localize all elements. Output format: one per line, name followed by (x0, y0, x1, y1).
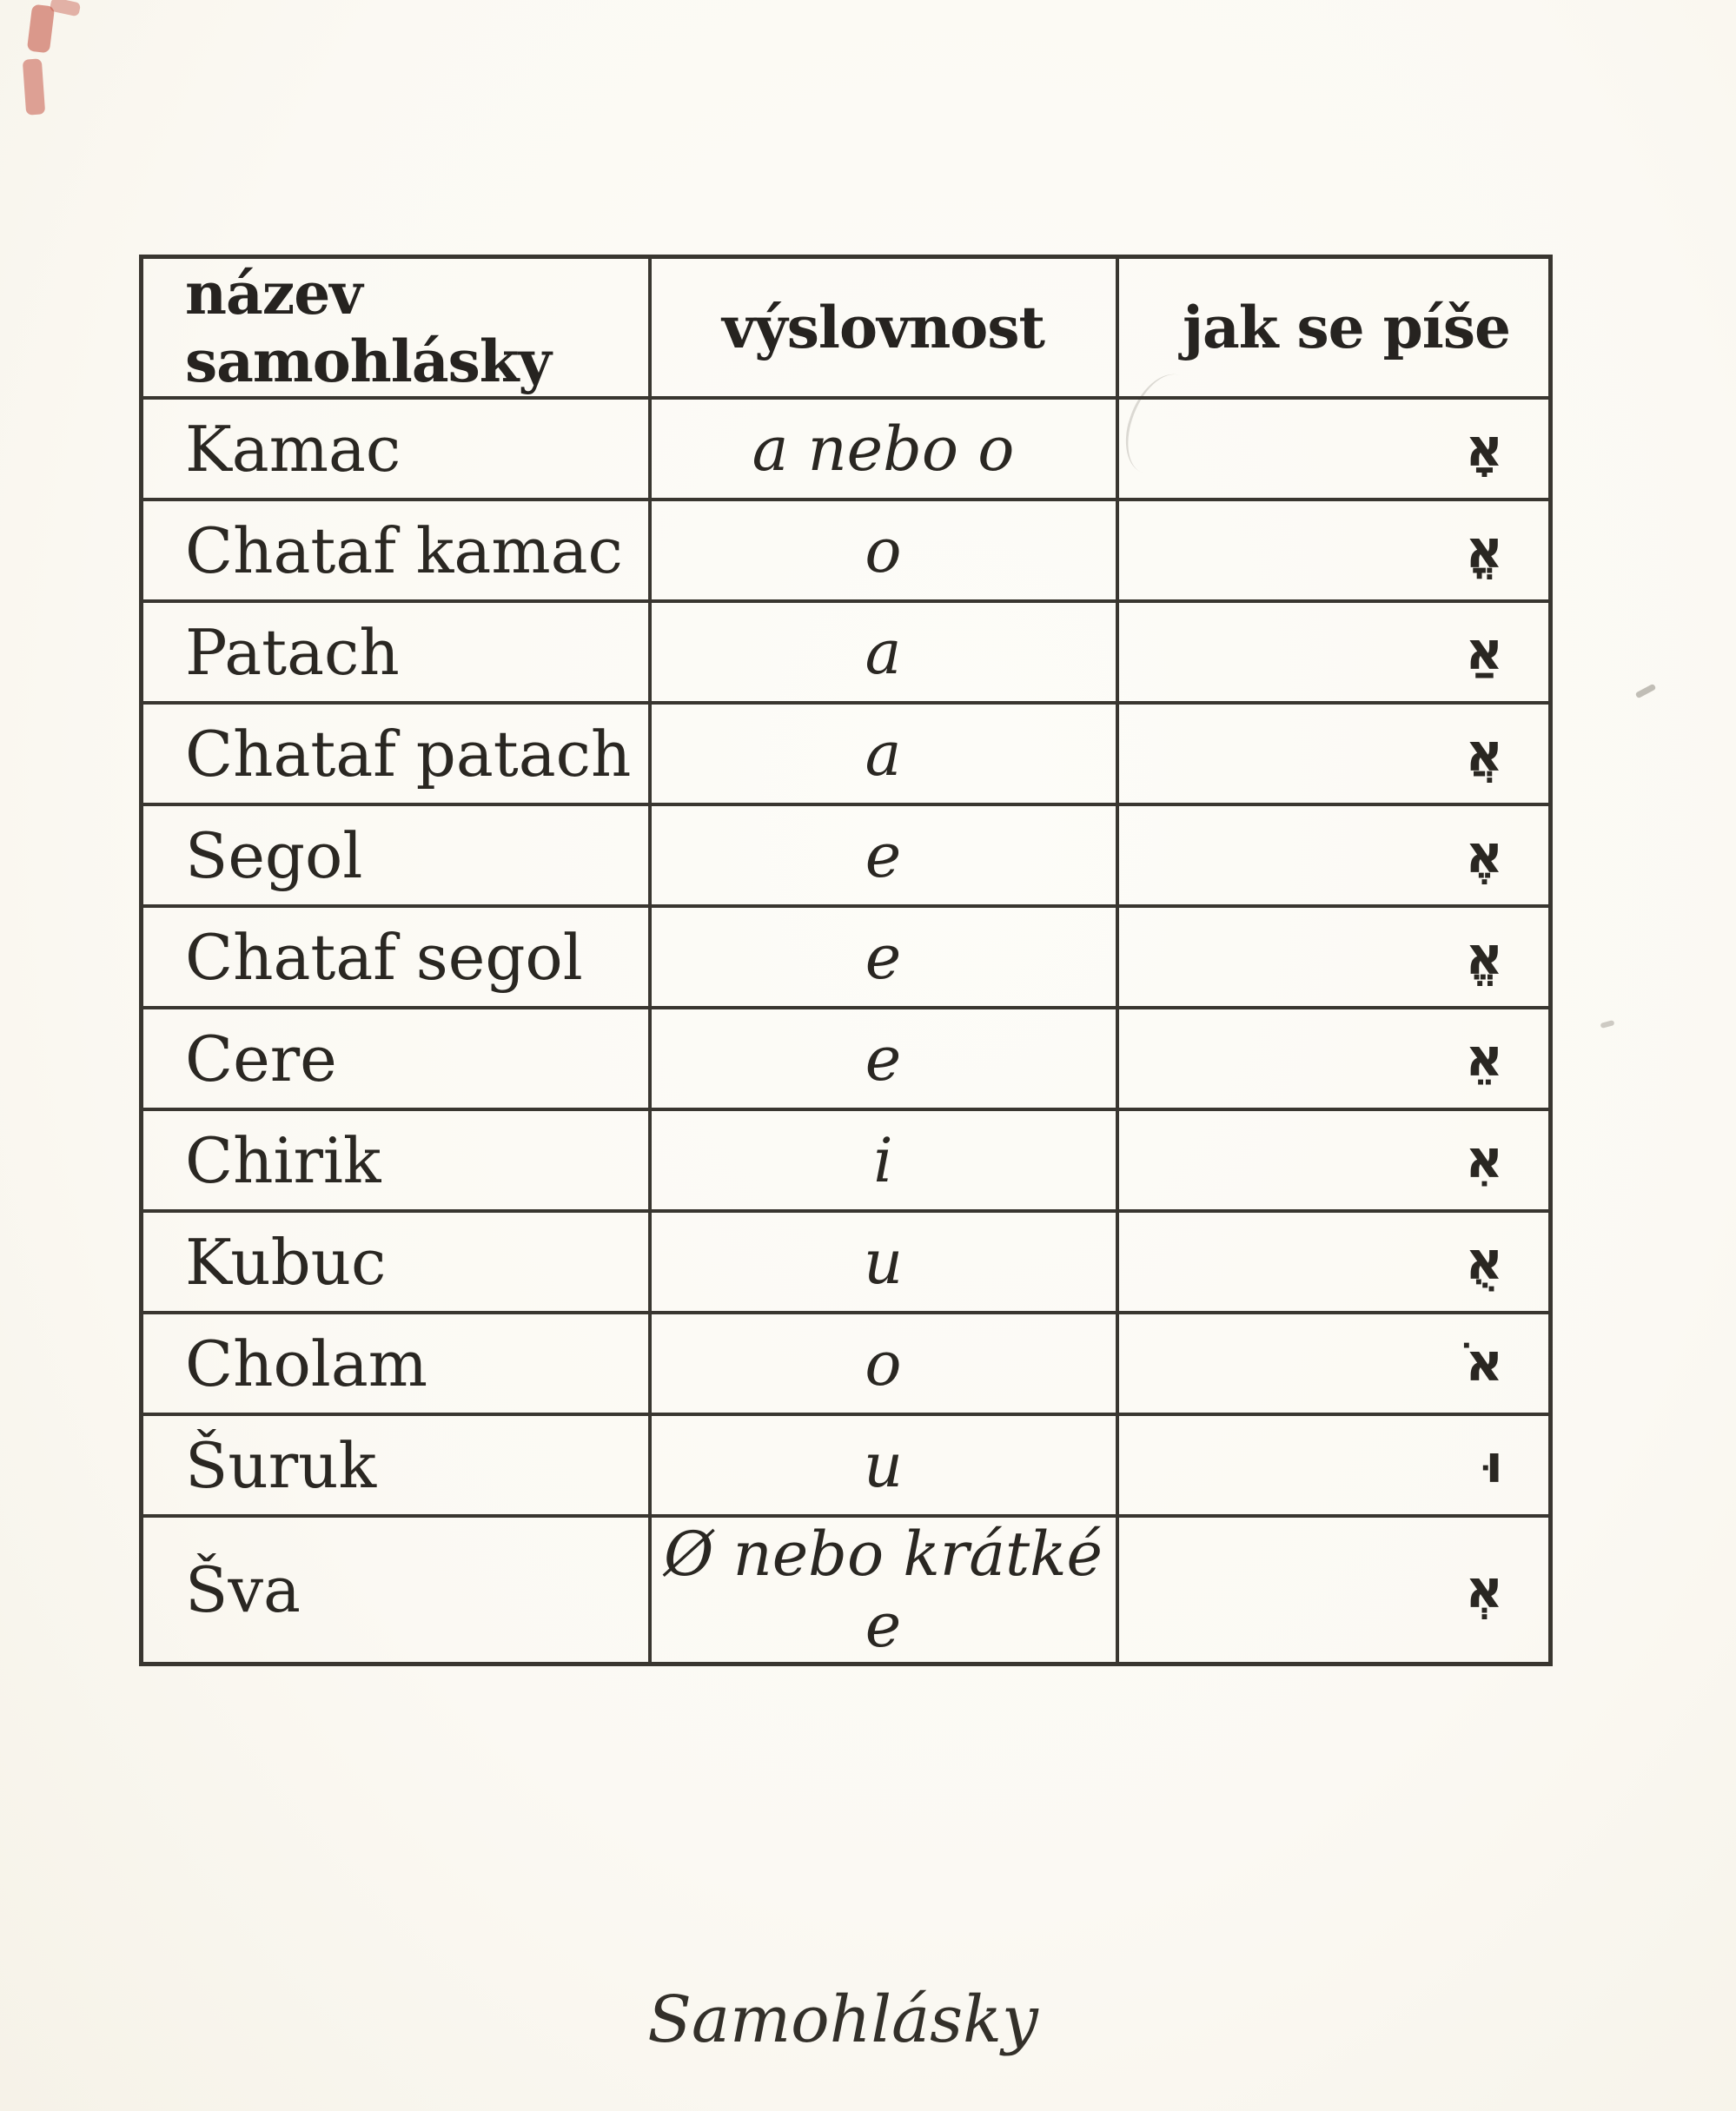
vowel-name-cell: Chataf patach (142, 703, 650, 804)
vowel-name-cell: Chataf kamac (142, 500, 650, 601)
table-row (142, 906, 1551, 1008)
pronunciation-cell: u (650, 1414, 1117, 1516)
column-header-pronunciation: výslovnost (650, 257, 1117, 399)
table-row (142, 500, 1551, 601)
table-row (142, 1008, 1551, 1109)
table-row (142, 1516, 1551, 1664)
pronunciation-cell: Ø nebo krátké e (650, 1516, 1117, 1664)
hebrew-symbol-cell: אֶ (1117, 804, 1551, 906)
vowel-name-cell: Kamac (142, 398, 650, 500)
hebrew-symbol-cell: אָ (1117, 398, 1551, 500)
vowel-name-cell: Šuruk (142, 1414, 650, 1516)
hebrew-symbol-cell: אַ (1117, 601, 1551, 703)
table-row (142, 1414, 1551, 1516)
table-row (142, 601, 1551, 703)
hebrew-symbol-cell: אְ (1117, 1516, 1551, 1664)
column-header-vowel-name: název samohlásky (142, 257, 650, 399)
pronunciation-cell: e (650, 1008, 1117, 1109)
pronunciation-cell: o (650, 1313, 1117, 1414)
table-row (142, 398, 1551, 500)
vowel-name-cell: Šva (142, 1516, 650, 1664)
hebrew-symbol-cell: אֵ (1117, 1008, 1551, 1109)
vowel-table-body (142, 398, 1551, 1664)
column-header-how-written: jak se píše (1117, 257, 1551, 399)
table-row (142, 804, 1551, 906)
vowel-name-cell: Patach (142, 601, 650, 703)
scan-speck (1635, 684, 1656, 698)
hebrew-symbol-cell: אֳ (1117, 500, 1551, 601)
vowel-name-cell: Chataf segol (142, 906, 650, 1008)
pronunciation-cell: a nebo o (650, 398, 1117, 500)
vowel-name-cell: Kubuc (142, 1211, 650, 1313)
red-pen-mark (27, 4, 55, 54)
hebrew-symbol-cell: אֻ (1117, 1211, 1551, 1313)
hebrew-symbol-cell: אֱ (1117, 906, 1551, 1008)
pronunciation-cell: u (650, 1211, 1117, 1313)
red-pen-mark (23, 58, 45, 115)
hebrew-symbol-cell: אֲ (1117, 703, 1551, 804)
pronunciation-cell: i (650, 1109, 1117, 1211)
red-pen-mark (50, 0, 82, 17)
table-row (142, 1211, 1551, 1313)
hebrew-vowel-table (139, 255, 1553, 1666)
hebrew-symbol-cell: אֹ (1117, 1313, 1551, 1414)
vowel-name-cell: Segol (142, 804, 650, 906)
hebrew-symbol-cell: וּ (1117, 1414, 1551, 1516)
table-row (142, 703, 1551, 804)
page-caption: Samohlásky (647, 1982, 1038, 2057)
table-header-row (142, 257, 1551, 399)
pronunciation-cell: e (650, 804, 1117, 906)
pronunciation-cell: o (650, 500, 1117, 601)
hebrew-symbol-cell: אִ (1117, 1109, 1551, 1211)
vowel-name-cell: Cere (142, 1008, 650, 1109)
scan-speck (1600, 1020, 1614, 1029)
pronunciation-cell: a (650, 703, 1117, 804)
pronunciation-cell: e (650, 906, 1117, 1008)
vowel-name-cell: Chirik (142, 1109, 650, 1211)
table-row (142, 1313, 1551, 1414)
pronunciation-cell: a (650, 601, 1117, 703)
table-row (142, 1109, 1551, 1211)
vowel-name-cell: Cholam (142, 1313, 650, 1414)
